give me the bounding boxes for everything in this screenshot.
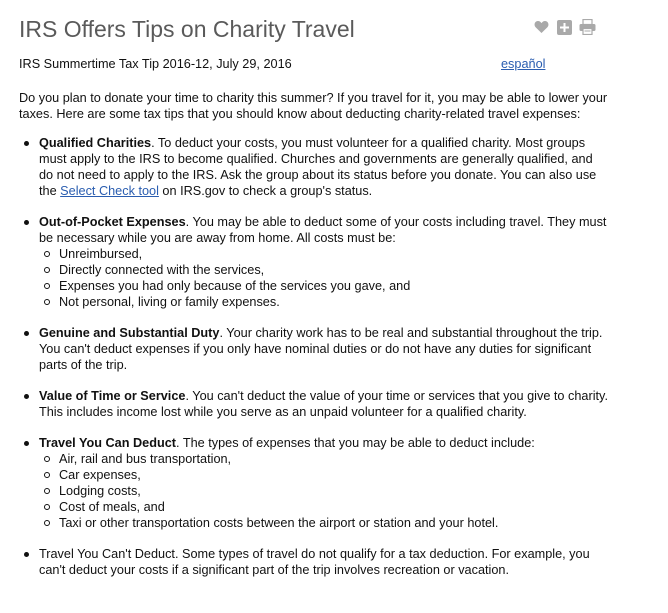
tip-term: Genuine and Substantial Duty (39, 326, 220, 340)
heart-icon[interactable] (533, 19, 550, 36)
toolbar (533, 18, 596, 36)
tip-travel-cant-deduct (19, 546, 609, 578)
tip-text: . The types of expenses that you may be able to deduct include: (176, 436, 535, 450)
article (19, 0, 609, 578)
title-row (19, 0, 609, 48)
list-item: Directly connected with the services, (39, 262, 609, 278)
tip-genuine-duty (19, 325, 609, 373)
tip-text: . Your charity work has to be real and substantial throughout the trip. You can't deduct expenses if you only have nominal duties or do not have any duties for significant parts of the trip. (39, 326, 603, 372)
list-item: Taxi or other transportation costs between the airport or station and your hotel. (39, 515, 609, 531)
plus-icon[interactable] (556, 19, 573, 36)
tip-text: on IRS.gov to check a group's status. (158, 184, 373, 198)
list-item: Car expenses, (39, 467, 609, 483)
list-item: Not personal, living or family expenses. (39, 294, 609, 310)
tip-term: Out-of-Pocket Expenses (39, 215, 186, 229)
intro-paragraph: Do you plan to donate your time to charity this summer? If you travel for it, you may be able to lower your taxes. Here are some tax tips that you should know about deducting charity-related travel expenses: (19, 91, 608, 121)
list-item: Expenses you had only because of the services you gave, and (39, 278, 609, 294)
list-item: Air, rail and bus transportation, (39, 451, 609, 467)
tip-term: Travel You Can Deduct (39, 436, 177, 450)
sub-list (39, 246, 609, 310)
list-item: Unreimbursed, (39, 246, 609, 262)
list-item: Lodging costs, (39, 483, 609, 499)
select-check-link[interactable]: Select Check tool (60, 184, 159, 198)
page-title: IRS Offers Tips on Charity Travel (19, 16, 355, 42)
tip-term: Value of Time or Service (39, 389, 186, 403)
list-item: Cost of meals, and (39, 499, 609, 515)
sub-list (39, 451, 609, 531)
tip-term: Qualified Charities (39, 136, 152, 150)
tip-qualified-charities (19, 135, 609, 199)
print-icon[interactable] (579, 19, 596, 36)
tip-text: Travel You Can't Deduct. Some types of travel do not qualify for a tax deduction. For example, you can't deduct your costs if a significant part of the trip involves recreation or vacation. (39, 547, 590, 577)
tip-value-of-time (19, 388, 609, 420)
tip-travel-can-deduct (19, 435, 609, 531)
tips-list (19, 135, 609, 578)
tip-text: . You may be able to deduct some of your costs including travel. They must be necessary while you are away from home. All costs must be: (39, 215, 607, 245)
tip-text: . To deduct your costs, you must volunteer for a qualified charity. Most groups must apply to the IRS to become qualified. Churches and governments are generally qualified, and do not need to apply to the IRS. Ask the group about its status before you donate. You can also use the (39, 136, 597, 198)
tip-text: . You can't deduct the value of your time or services that you give to charity. This includes income lost while you serve as an unpaid volunteer for a qualified charity. (39, 389, 608, 419)
meta-row (19, 56, 609, 76)
language-link[interactable]: español (501, 57, 546, 71)
tip-out-of-pocket (19, 214, 609, 310)
tip-line: IRS Summertime Tax Tip 2016-12, July 29, 2016 (19, 57, 292, 71)
